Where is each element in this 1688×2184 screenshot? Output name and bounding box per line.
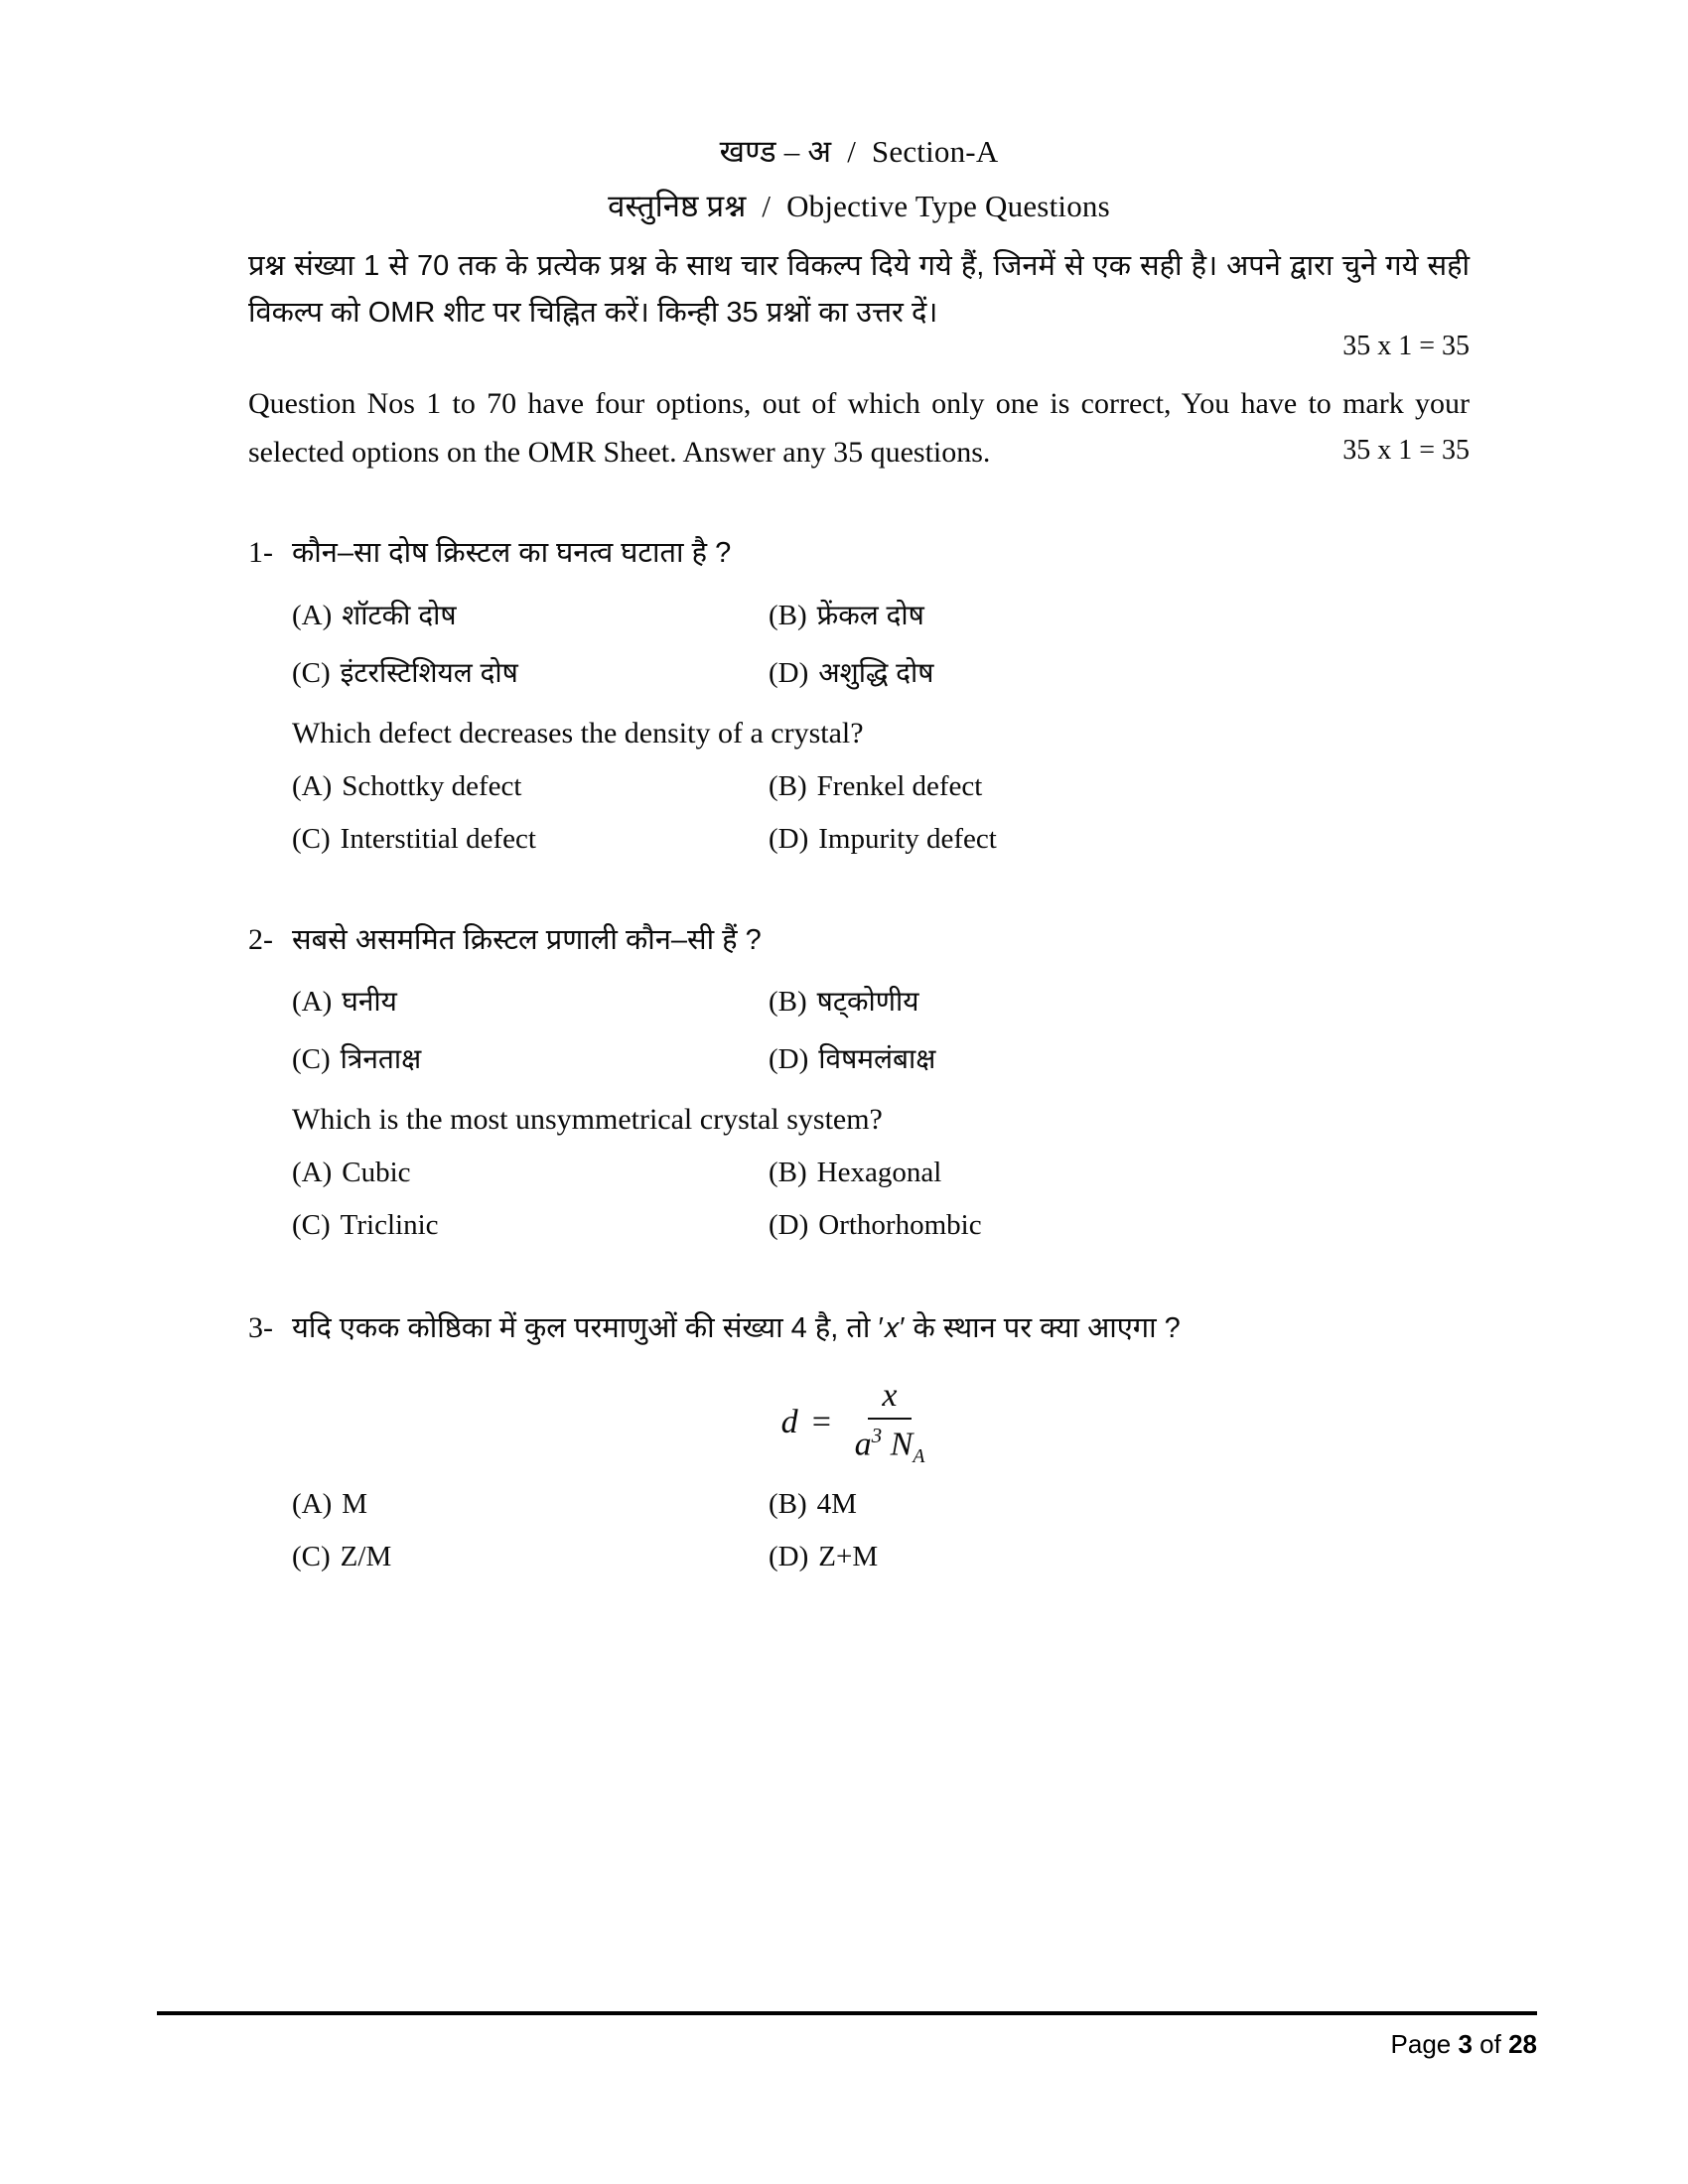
option-text: Frenkel defect	[816, 769, 983, 802]
option-text: इंटरस्टिशियल दोष	[340, 656, 518, 688]
option-row	[292, 1541, 1470, 1573]
option-label: (B)	[769, 1487, 807, 1520]
question-1-option-c-english[interactable]	[292, 823, 769, 856]
option-label: (C)	[292, 1540, 331, 1572]
instructions-english: Question Nos 1 to 70 have four options, out of which only one is correct, You have to mark your selected options on the OMR Sheet. Answer any 35 questions.	[248, 386, 1470, 469]
option-row	[292, 1157, 1470, 1189]
question-3-stem-hindi: यदि एकक कोष्ठिका में कुल परमाणुओं की संख्या 4 है, तो ′𝑥′ के स्थान पर क्या आएगा ?	[292, 1312, 1181, 1345]
formula-den-symbol: N	[890, 1425, 914, 1462]
option-label: (A)	[292, 1157, 333, 1189]
option-text: Schottky defect	[342, 769, 522, 802]
question-1-number: 1-	[248, 536, 273, 570]
question-2-option-a-english[interactable]	[292, 1157, 769, 1189]
question-2-option-c-english[interactable]	[292, 1209, 769, 1242]
option-text: Z+M	[818, 1540, 879, 1572]
formula-numerator: x	[868, 1377, 911, 1420]
option-row	[292, 982, 1470, 1020]
page-number-footer	[1391, 2029, 1537, 2060]
option-row	[292, 1488, 1470, 1521]
question-3-option-b[interactable]	[769, 1488, 1470, 1521]
option-text: Impurity defect	[818, 822, 997, 855]
page-content	[248, 129, 1470, 1573]
question-1-option-d-english[interactable]	[769, 823, 1470, 856]
question-2-options-hindi	[292, 982, 1470, 1077]
option-label: (D)	[769, 1209, 809, 1242]
option-row	[292, 653, 1470, 691]
question-3-option-a[interactable]	[292, 1488, 769, 1521]
question-2-number: 2-	[248, 922, 273, 956]
formula-denominator	[843, 1420, 937, 1468]
footer-page-middle: of	[1472, 2029, 1509, 2059]
question-2-stem-hindi: सबसे असममित क्रिस्टल प्रणाली कौन–सी हैं ?	[292, 923, 762, 956]
formula-fraction	[843, 1377, 937, 1468]
question-1-option-c-hindi[interactable]	[292, 653, 769, 691]
option-row	[292, 823, 1470, 856]
question-2-option-c-hindi[interactable]	[292, 1039, 769, 1077]
option-text: त्रिनताक्ष	[340, 1043, 422, 1075]
option-label: (B)	[769, 599, 807, 631]
option-row	[292, 1209, 1470, 1242]
option-label: (D)	[769, 656, 809, 689]
option-label: (B)	[769, 986, 807, 1019]
option-label: (C)	[292, 1209, 331, 1242]
question-1-options-english	[292, 770, 1470, 856]
section-subheading: वस्तुनिष्ठ प्रश्न / Objective Type Questions	[608, 188, 1110, 223]
question-1-option-d-hindi[interactable]	[769, 653, 1470, 691]
question-1-option-b-hindi[interactable]	[769, 596, 1470, 633]
footer-page-total: 28	[1508, 2029, 1537, 2059]
question-2-stem-english: Which is the most unsymmetrical crystal system?	[292, 1103, 883, 1137]
question-2-stem	[248, 917, 1470, 963]
option-text: शॉटकी दोष	[342, 599, 457, 630]
question-1-option-a-english[interactable]	[292, 770, 769, 803]
question-1	[248, 530, 1470, 856]
option-text: 4M	[816, 1487, 857, 1520]
option-text: Orthorhombic	[818, 1209, 982, 1242]
option-text: Z/M	[340, 1540, 392, 1572]
question-1-option-a-hindi[interactable]	[292, 596, 769, 633]
option-label: (A)	[292, 986, 333, 1019]
formula-den-exponent: 3	[871, 1423, 883, 1447]
question-2-options-english	[292, 1157, 1470, 1242]
option-text: षट्कोणीय	[816, 986, 919, 1018]
option-text: विषमलंबाक्ष	[818, 1043, 936, 1075]
option-label: (D)	[769, 1540, 809, 1572]
option-label: (B)	[769, 1157, 807, 1189]
question-1-stem-english: Which defect decreases the density of a crystal?	[292, 716, 864, 750]
option-text: M	[342, 1487, 368, 1520]
option-label: (A)	[292, 1487, 333, 1520]
density-formula	[781, 1377, 937, 1468]
question-3-option-d[interactable]	[769, 1541, 1470, 1573]
option-label: (A)	[292, 769, 333, 802]
footer-page-prefix: Page	[1390, 2029, 1459, 2059]
instructions-english-marks: 35 x 1 = 35	[1342, 435, 1470, 467]
option-label: (A)	[292, 599, 333, 631]
question-1-option-b-english[interactable]	[769, 770, 1470, 803]
option-label: (C)	[292, 822, 331, 855]
option-text: अशुद्धि दोष	[818, 656, 934, 688]
option-text: घनीय	[342, 986, 397, 1018]
instructions-hindi-marks: 35 x 1 = 35	[1342, 330, 1470, 361]
formula-den-subscript: A	[913, 1444, 925, 1467]
option-text: Hexagonal	[816, 1157, 942, 1189]
question-1-stem-hindi: कौन–सा दोष क्रिस्टल का घनत्व घटाता है ?	[292, 537, 732, 570]
formula-lhs: d	[780, 1403, 798, 1440]
footer-divider	[157, 2011, 1537, 2015]
option-row	[292, 1039, 1470, 1077]
footer-page-number: 3	[1458, 2029, 1473, 2059]
option-row	[292, 596, 1470, 633]
question-2-option-b-hindi[interactable]	[769, 982, 1470, 1020]
option-label: (D)	[769, 1043, 809, 1076]
question-3	[248, 1305, 1470, 1573]
question-2-option-a-hindi[interactable]	[292, 982, 769, 1020]
question-3-option-c[interactable]	[292, 1541, 769, 1573]
option-text: Cubic	[342, 1157, 411, 1189]
question-1-stem	[248, 530, 1470, 576]
question-2-option-d-english[interactable]	[769, 1209, 1470, 1242]
option-text: फ्रेंकल दोष	[816, 599, 924, 630]
option-label: (D)	[769, 822, 809, 855]
question-2-option-b-english[interactable]	[769, 1157, 1470, 1189]
question-2	[248, 917, 1470, 1243]
question-3-stem	[248, 1305, 1470, 1351]
question-1-options-hindi	[292, 596, 1470, 691]
instructions-hindi: प्रश्न संख्या 1 से 70 तक के प्रत्येक प्रश्न के साथ चार विकल्प दिये गये हैं, जिनमें से एक सही है। अपने द्वारा चुने गये सही विकल्प को OMR शीट पर चिह्नित करें। किन्ही 35 प्रश्नों का उत्तर दें।	[248, 250, 1470, 329]
formula-equals: =	[809, 1403, 833, 1440]
option-row	[292, 770, 1470, 803]
question-3-options	[292, 1488, 1470, 1573]
question-2-option-d-hindi[interactable]	[769, 1039, 1470, 1077]
question-3-formula	[248, 1377, 1470, 1468]
option-label: (C)	[292, 656, 331, 689]
option-label: (B)	[769, 769, 807, 802]
option-label: (C)	[292, 1043, 331, 1076]
option-text: Interstitial defect	[340, 822, 536, 855]
section-heading: खण्ड – अ / Section-A	[719, 134, 999, 169]
option-text: Triclinic	[340, 1209, 439, 1242]
question-3-number: 3-	[248, 1311, 273, 1345]
formula-den-base: a	[854, 1425, 872, 1462]
